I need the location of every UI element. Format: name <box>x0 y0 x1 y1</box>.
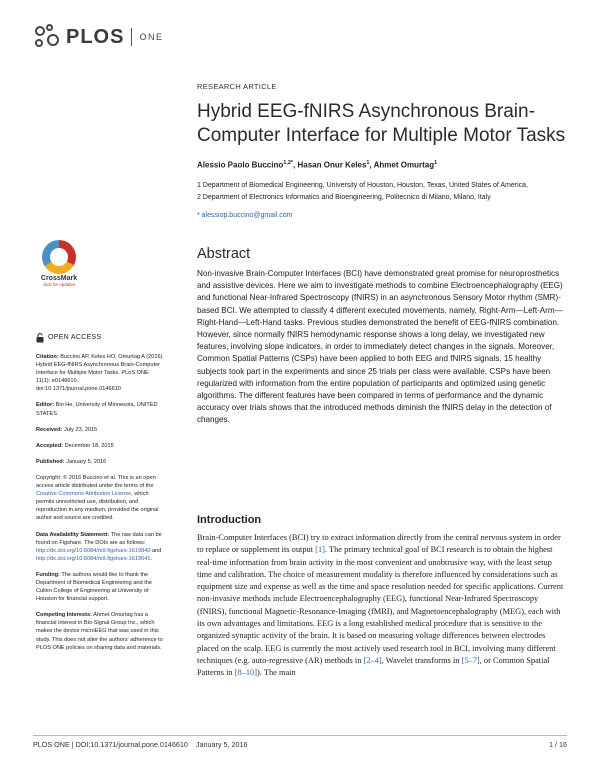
funding-label: Funding: <box>36 571 60 578</box>
affiliation: 1 Department of Biomedical Engineering, University of Houston, Houston, Texas, United States of America, <box>197 182 528 189</box>
open-access-label: OPEN ACCESS <box>48 333 102 341</box>
data-availability-label: Data Availability Statement: <box>36 531 110 538</box>
intro-text-segment: . The primary technical goal of BCI research is to obtain the highest real-time information from brain activity in the most convenient and unobtrusive way, with the least setup time and calibration. The choice of measurement modality is therefore influenced by considerations such as equipment size and expense as well as the time and space resolution needed for specific applications. Current non-invasive methods include Electroencephalography (EEG), functional Near-Infrared Spectroscopy (fNIRS), functional Magnetic-Resonance-Imaging (fMRI), and Magnetoencephalography (MEG), each with its own advantages and limitations. EEG is a long established medical procedure that is sensitive to the organized synaptic activity of the brain. It is based on measuring voltage differences between electrodes placed on the scalp. EEG is currently the most actively used research tool in BCI, involving many different techniques (e.g. auto-regressive (AR) methods in <box>197 545 564 665</box>
crossmark-sublabel: click for updates <box>42 282 76 287</box>
author-name[interactable]: Ahmet Omurtag <box>373 160 435 170</box>
crossmark-badge[interactable] <box>39 240 79 287</box>
author-affiliation-marker: 1 <box>434 160 438 166</box>
citation-block <box>36 353 164 393</box>
open-access-badge <box>36 333 164 343</box>
data-availability-text: The raw data can be found on Figshare. The DOIs are as follows: <box>36 531 162 546</box>
received-label: Received: <box>36 426 63 433</box>
plos-logo-icon <box>33 24 63 50</box>
footer-divider <box>33 735 567 736</box>
corresponding-email-link[interactable]: * alessiop.buccino@gmail.com <box>197 212 293 219</box>
reference-link[interactable]: [5–7] <box>461 655 480 665</box>
competing-interests-text: Ahmet Omurtag has a financial interest in Bio-Signal Group Inc., which makes the device microEEG that was used in this study. This does not alter the authors' adherence to PLOS ONE policies on sharing data and materials. <box>36 612 163 651</box>
logo-divider <box>131 28 132 46</box>
intro-text-segment: , or Common Spatial Patterns in <box>197 655 550 678</box>
figshare-link[interactable]: http://dx.doi.org/10.6084/m9.figshare.1619840 <box>36 547 151 554</box>
affiliation: 2 Department of Electronics Informatics and Bioengineering, Politecnico di Milano, Milano, Italy <box>197 194 491 201</box>
copyright-block <box>36 474 164 523</box>
citation-label: Citation: <box>36 354 59 360</box>
data-availability-text: and <box>152 547 162 554</box>
crossmark-label: CrossMark <box>40 275 78 282</box>
footer-citation: PLOS ONE | DOI:10.1371/journal.pone.0146610 January 5, 2016 <box>33 740 248 749</box>
accepted-date: December 18, 2015 <box>64 442 114 449</box>
journal-name: ONE <box>139 32 164 42</box>
competing-interests-block <box>36 611 164 651</box>
open-lock-icon <box>36 333 44 343</box>
author-affiliation-marker: 1,2* <box>283 160 294 166</box>
intro-text-segment: Brain-Computer Interfaces (BCI) try to extract information directly from the central nervous system in order to replace or supplement its output <box>197 533 561 555</box>
author-name[interactable]: Alessio Paolo Buccino <box>197 160 284 170</box>
competing-interests-label: Competing Interests: <box>36 612 92 619</box>
copyright-text: , which permits unrestricted use, distribution, and reproduction in any medium, provided the original author and source are credited. <box>36 491 159 522</box>
editor-label: Editor: <box>36 402 55 409</box>
copyright-text: Copyright: © 2016 Buccino et al. This is an open access article distributed under the terms of the <box>36 474 156 490</box>
citation-text: Buccino AP, Keles HO, Omurtag A (2016) Hybrid EEG-fNIRS Asynchronous Brain-Computer Interface for Multiple Motor Tasks. PLoS ONE 11(1): e0146610. doi:10.1371/journal.pone.0146610 <box>36 354 163 393</box>
journal-logo <box>33 24 163 50</box>
author-name[interactable]: Hasan Onur Keles <box>297 160 367 170</box>
author-affiliation-marker: 1 <box>366 160 370 166</box>
introduction-paragraph <box>197 532 567 680</box>
published-date: January 5, 2016 <box>66 458 107 465</box>
author-list: Alessio Paolo Buccino$^{1,2*}$, Hasan Onur Keles$^1$, Ahmet Omurtag$^1$ <box>197 160 438 170</box>
page-number: 1 / 16 <box>549 740 567 749</box>
reference-link[interactable]: [1] <box>315 545 325 555</box>
license-link[interactable]: Creative Commons Attribution License <box>36 491 132 498</box>
article-title: Hybrid EEG-fNIRS Asynchronous Brain-Computer Interface for Multiple Motor Tasks <box>197 101 566 146</box>
accepted-label: Accepted: <box>36 442 64 449</box>
published-block <box>36 458 164 466</box>
intro-text-segment: , Wavelet transforms in <box>381 655 462 665</box>
figshare-link[interactable]: http://dx.doi.org/10.6084/m9.figshare.1619641 <box>36 555 151 562</box>
published-label: Published: <box>36 458 65 465</box>
journal-logo-text: PLOS <box>66 25 125 48</box>
funding-block <box>36 571 164 603</box>
intro-text-segment: ). The main <box>257 668 296 678</box>
abstract-heading: Abstract <box>197 246 251 262</box>
data-availability-block <box>36 531 164 563</box>
received-date: July 23, 2015 <box>64 426 98 433</box>
abstract-text: Non-invasive Brain-Computer Interfaces (BCI) have demonstrated great promise for neuroprosthetics and assistive devices. Here we aim to investigate methods to combine Electroencephalography (EEG) and functional Near-Infrared Spectroscopy (fNIRS) in an asynchronous Sensory Motor rhythm (SMR)-based BCI. We attempted to classify 4 different executed movements, namely, Right-Arm—Left-Arm—Right-Hand—Left-Hand tasks. Previous studies demonstrated the benefit of EEG-fNIRS combination. However, since normally fNIRS hemodynamic response shows a long delay, we investigated new features, involving slope indicators, in order to immediately detect changes in the signals. Moreover, Common Spatial Patterns (CSPs) have been applied to both EEG and fNIRS signals. 15 healthy subjects took part in the experiments and since 25 trials per class were available, CSPs have been regularized with information from the entire population of participants and optimized using genetic algorithms. The different features have been compared in terms of performance and the dynamic accuracy over trials shows that the introduced methods diminish the fNIRS delay in the detection of changes. <box>197 269 563 425</box>
editor-text: Bin He, University of Minnesota, UNITED STATES <box>36 402 158 417</box>
received-block <box>36 426 164 434</box>
data-availability-text: . <box>150 555 153 562</box>
editor-block <box>36 401 164 417</box>
article-sidebar <box>36 333 164 660</box>
accepted-block <box>36 442 164 450</box>
article-type: RESEARCH ARTICLE <box>197 82 277 91</box>
introduction-heading: Introduction <box>197 514 262 526</box>
reference-link[interactable]: [2–4] <box>363 655 382 665</box>
reference-link[interactable]: [8–10] <box>234 668 258 678</box>
funding-text: The authors would like to thank the Department of Biomedical Engineering and the Cullen College of Engineering at University of Houston for financial support. <box>36 571 152 603</box>
crossmark-icon <box>42 240 76 274</box>
